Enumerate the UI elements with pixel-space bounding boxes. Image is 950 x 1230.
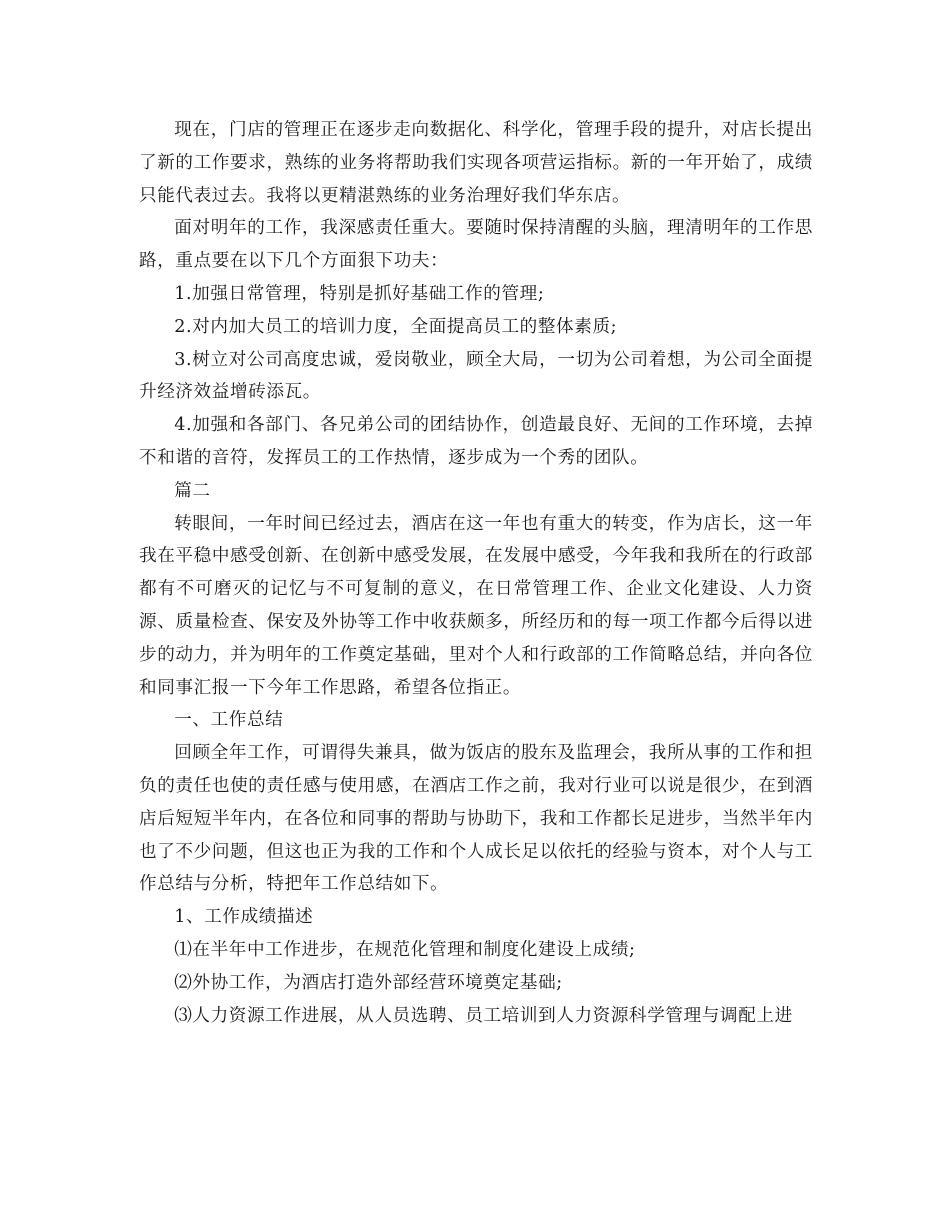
section-heading: 一、工作总结 [174, 710, 284, 731]
section-heading: 篇二 [174, 480, 211, 501]
list-item: 3.树立对公司高度忠诚，爱岗敬业，顾全大局，一切为公司着想，为公司全面提升经济效益增砖添瓦。 [139, 349, 813, 403]
paragraph: 转眼间，一年时间已经过去，酒店在这一年也有重大的转变，作为店长，这一年我在平稳中感受创新、在创新中感受发展，在发展中感受，今年我和我所在的行政部都有不可磨灭的记忆与不可复制的意义，在日常管理工作、企业文化建设、人力资源、质量检查、保安及外协等工作中收获颇多，所经历和的每一项工作都今后得以进步的动力，并为明年的工作奠定基础，里对个人和行政部的工作简略总结，并向各位和同事汇报一下今年工作思路，希望各位指正。 [139, 513, 813, 698]
paragraph: 现在，门店的管理正在逐步走向数据化、科学化，管理手段的提升，对店长提出了新的工作要求，熟练的业务将帮助我们实现各项营运指标。新的一年开始了，成绩只能代表过去。我将以更精湛熟练的业务治理好我们华东店。 [139, 120, 813, 206]
paragraph: 回顾全年工作，可谓得失兼具，做为饭店的股东及监理会，我所从事的工作和担负的责任也使的责任感与使用感，在酒店工作之前，我对行业可以说是很少，在到酒店后短短半年内，在各位和同事的帮助与协助下，我和工作都长足进步，当然半年内也了不少问题，但这也正为我的工作和个人成长足以依托的经验与资本，对个人与工作总结与分析，特把年工作总结如下。 [139, 743, 813, 895]
list-item: 4.加强和各部门、各兄弟公司的团结协作，创造最良好、无间的工作环境，去掉不和谐的音符，发挥员工的工作热情，逐步成为一个秀的团队。 [139, 415, 813, 468]
paragraph: 面对明年的工作，我深感责任重大。要随时保持清醒的头脑，理清明年的工作思路，重点要在以下几个方面狠下功夫： [139, 218, 813, 272]
document-body [139, 114, 813, 1032]
list-item: 2.对内加大员工的培训力度，全面提高员工的整体素质; [174, 316, 618, 337]
list-item: ⑵外协工作，为酒店打造外部经营环境奠定基础; [174, 972, 563, 993]
subsection-heading: 1、工作成绩描述 [174, 907, 314, 928]
list-item: ⑶人力资源工作进展，从人员选聘、员工培训到人力资源科学管理与调配上进 [174, 1005, 793, 1026]
list-item: ⑴在半年中工作进步，在规范化管理和制度化建设上成绩; [174, 939, 636, 960]
list-item: 1.加强日常管理，特别是抓好基础工作的管理; [174, 283, 545, 304]
